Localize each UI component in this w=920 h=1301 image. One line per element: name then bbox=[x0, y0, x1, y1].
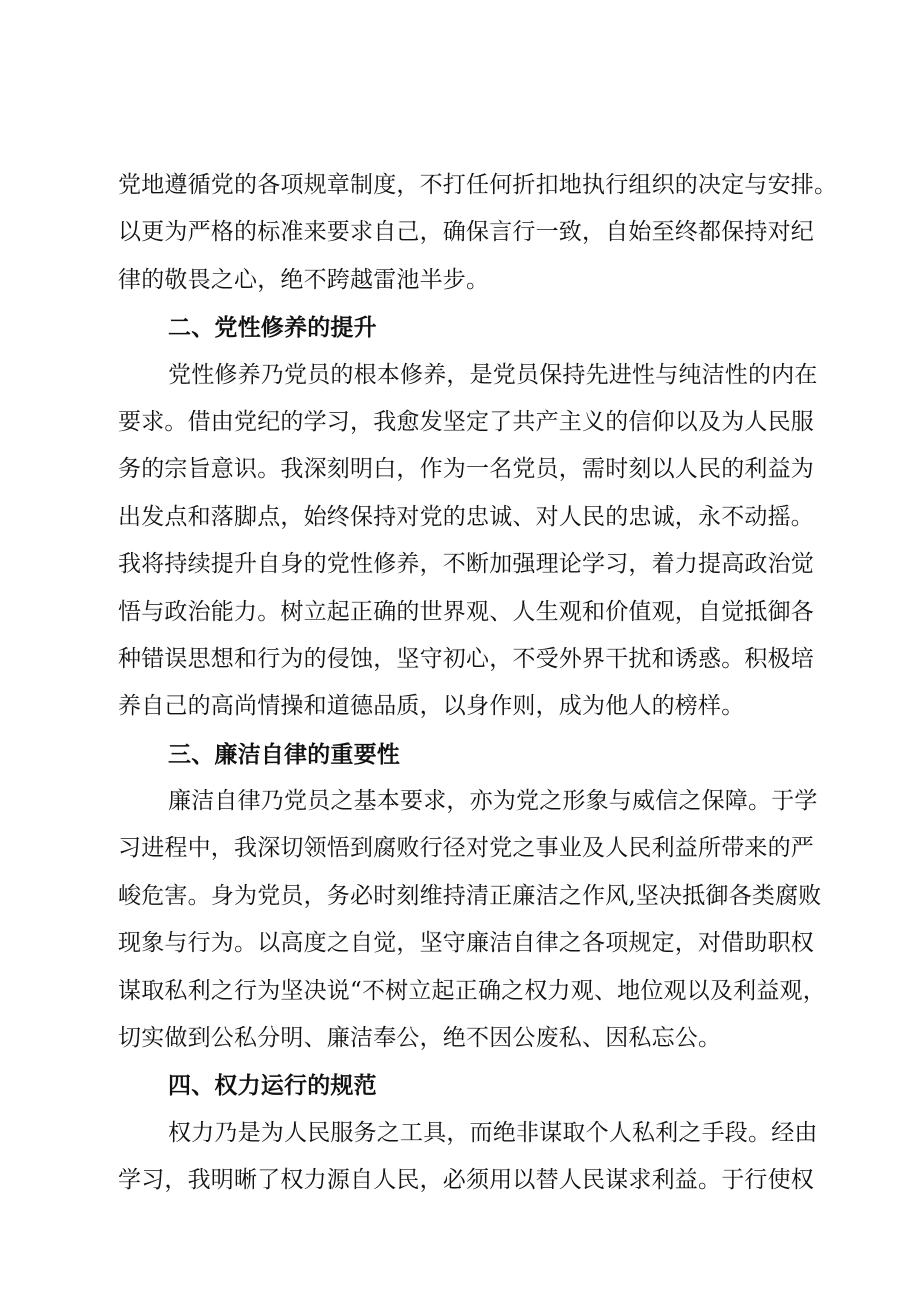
paragraph-line: 务的宗旨意识。我深刻明白，作为一名党员，需时刻以人民的利益为 bbox=[118, 456, 814, 483]
paragraph-line: 我将持续提升自身的党性修养，不断加强理论学习，着力提高政治觉 bbox=[118, 551, 814, 578]
intro-line: 以更为严格的标准来要求自己，确保言行一致，自始至终都保持对纪 bbox=[118, 219, 814, 246]
paragraph-line: 峻危害。身为党员，务必时刻维持清正廉洁之作风,坚决抵御各类腐败 bbox=[118, 882, 822, 909]
paragraph-line: 廉洁自律乃党员之基本要求，亦为党之形象与威信之保障。于学 bbox=[168, 788, 818, 815]
paragraph-line: 养自己的高尚情操和道德品质，以身作则，成为他人的榜样。 bbox=[118, 693, 745, 720]
paragraph-line: 切实做到公私分明、廉洁奉公，绝不因公废私、因私忘公。 bbox=[118, 1025, 722, 1052]
document-body bbox=[118, 162, 838, 1205]
paragraph-line: 悟与政治能力。树立起正确的世界观、人生观和价值观，自觉抵御各 bbox=[118, 598, 814, 625]
section-heading-party-spirit: 二、党性修养的提升 bbox=[168, 314, 377, 342]
paragraph-line: 要求。借由党纪的学习，我愈发坚定了共产主义的信仰以及为人民服 bbox=[118, 408, 814, 435]
paragraph-line: 习进程中，我深切领悟到腐败行径对党之事业及人民利益所带来的严 bbox=[118, 835, 814, 862]
section-heading-integrity: 三、廉洁自律的重要性 bbox=[168, 740, 400, 768]
section-heading-power: 四、权力运行的规范 bbox=[168, 1072, 377, 1100]
paragraph-line: 现象与行为。以高度之自觉，坚守廉洁自律之各项规定，对借助职权 bbox=[118, 930, 814, 957]
intro-line: 党地遵循党的各项规章制度，不打任何折扣地执行组织的决定与安排。 bbox=[118, 172, 838, 198]
paragraph-line: 权力乃是为人民服务之工具，而绝非谋取个人私利之手段。经由 bbox=[168, 1119, 818, 1146]
paragraph-line: 出发点和落脚点，始终保持对党的忠诚、对人民的忠诚，永不动摇。 bbox=[118, 503, 814, 530]
paragraph-line: 谋取私利之行为坚决说“不树立起正确之权力观、地位观以及利益观， bbox=[118, 977, 826, 1004]
intro-line: 律的敬畏之心，绝不跨越雷池半步。 bbox=[118, 266, 490, 293]
paragraph-line: 学习，我明晰了权力源自人民，必须用以替人民谋求利益。于行使权 bbox=[118, 1167, 814, 1194]
paragraph-line: 党性修养乃党员的根本修养，是党员保持先进性与纯洁性的内在 bbox=[168, 361, 818, 388]
paragraph-line: 种错误思想和行为的侵蚀，坚守初心，不受外界干扰和诱惑。积极培 bbox=[118, 645, 814, 672]
